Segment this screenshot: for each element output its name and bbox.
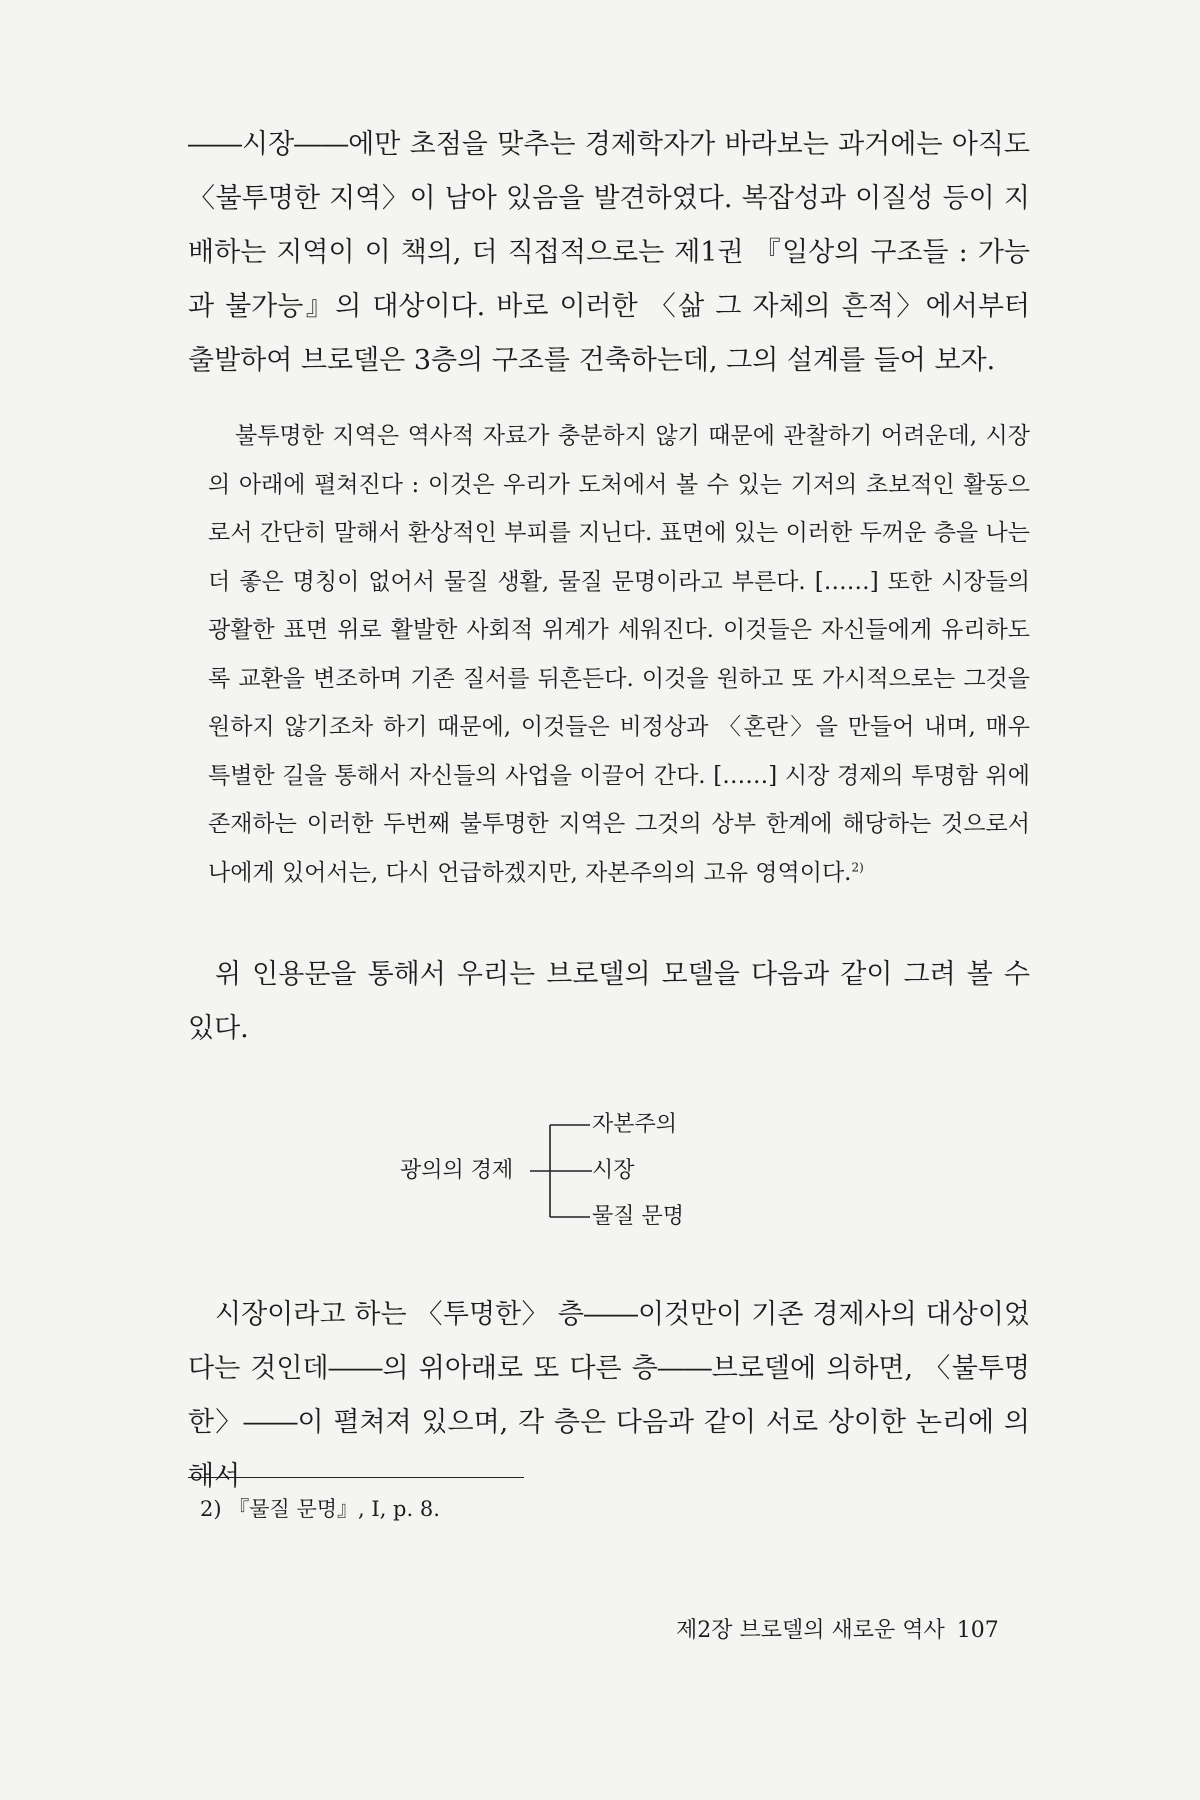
diagram-branch-market: 시장 (592, 1158, 635, 1183)
body-paragraph-3: 시장이라고 하는 〈투명한〉 층――이것만이 기존 경제사의 대상이었다는 것인데――의 위아래로 또 다른 층――브로델에 의하면, 〈불투명한〉――이 펼쳐져 있으며, 각 층은 다음과 같이 서로 상이한 논리에 의해서 (188, 1299, 1030, 1492)
body-paragraph-1: ――시장――에만 초점을 맞추는 경제학자가 바라보는 과거에는 아직도 〈불투명한 지역〉이 남아 있음을 발견하였다. 복잡성과 이질성 등이 지배하는 지역이 이 책의, 더 직접적으로는 제1권 『일상의 구조들 : 가능과 불가능』의 대상이다. 바로 이러한 〈삶 그 자체의 흔적〉에서부터 출발하여 브로델은 3층의 구조를 건축하는데, 그의 설계를 들어 보자. (188, 129, 1030, 376)
diagram-branch-material-civilization: 물질 문명 (592, 1204, 685, 1229)
diagram-branch-capitalism: 자본주의 (592, 1112, 678, 1137)
block-quote-text: 불투명한 지역은 역사적 자료가 충분하지 않기 때문에 관찰하기 어려운데, 시장의 아래에 펼쳐진다 : 이것은 우리가 도처에서 볼 수 있는 기저의 초보적인 활동으로서 간단히 말해서 환상적인 부피를 지닌다. 표면에 있는 이러한 두꺼운 층을 나는 더 좋은 명칭이 없어서 물질 생활, 물질 문명이라고 부른다. [……] 또한 시장들의 광활한 표면 위로 활발한 사회적 위계가 세워진다. 이것들은 자신들에게 유리하도록 교환을 변조하며 기존 질서를 뒤흔든다. 이것을 원하고 또 가시적으로는 그것을 원하지 않기조차 하기 때문에, 이것들은 비정상과 〈혼란〉을 만들어 내며, 매우 특별한 길을 통해서 자신들의 사업을 이끌어 간다. [……] 시장 경제의 투명함 위에 존재하는 이러한 두번째 불투명한 지역은 그것의 상부 한계에 해당하는 것으로서 나에게 있어서는, 다시 언급하겠지만, 자본주의의 고유 영역이다. (208, 423, 1030, 886)
economy-layer-diagram (400, 1098, 820, 1248)
block-quote (208, 412, 1030, 897)
page-number: 107 (956, 1618, 999, 1643)
diagram-root-label: 광의의 경제 (400, 1158, 514, 1183)
footnote-divider (188, 1477, 524, 1478)
chapter-title: 제2장 브로델의 새로운 역사 (676, 1618, 945, 1643)
footnote: 2) 『물질 문명』, Ⅰ, p. 8. (200, 1497, 440, 1521)
running-header (676, 1616, 999, 1646)
footnote-ref: 2) (851, 859, 864, 874)
body-paragraph-2: 위 인용문을 통해서 우리는 브로델의 모델을 다음과 같이 그려 볼 수 있다. (188, 959, 1030, 1044)
